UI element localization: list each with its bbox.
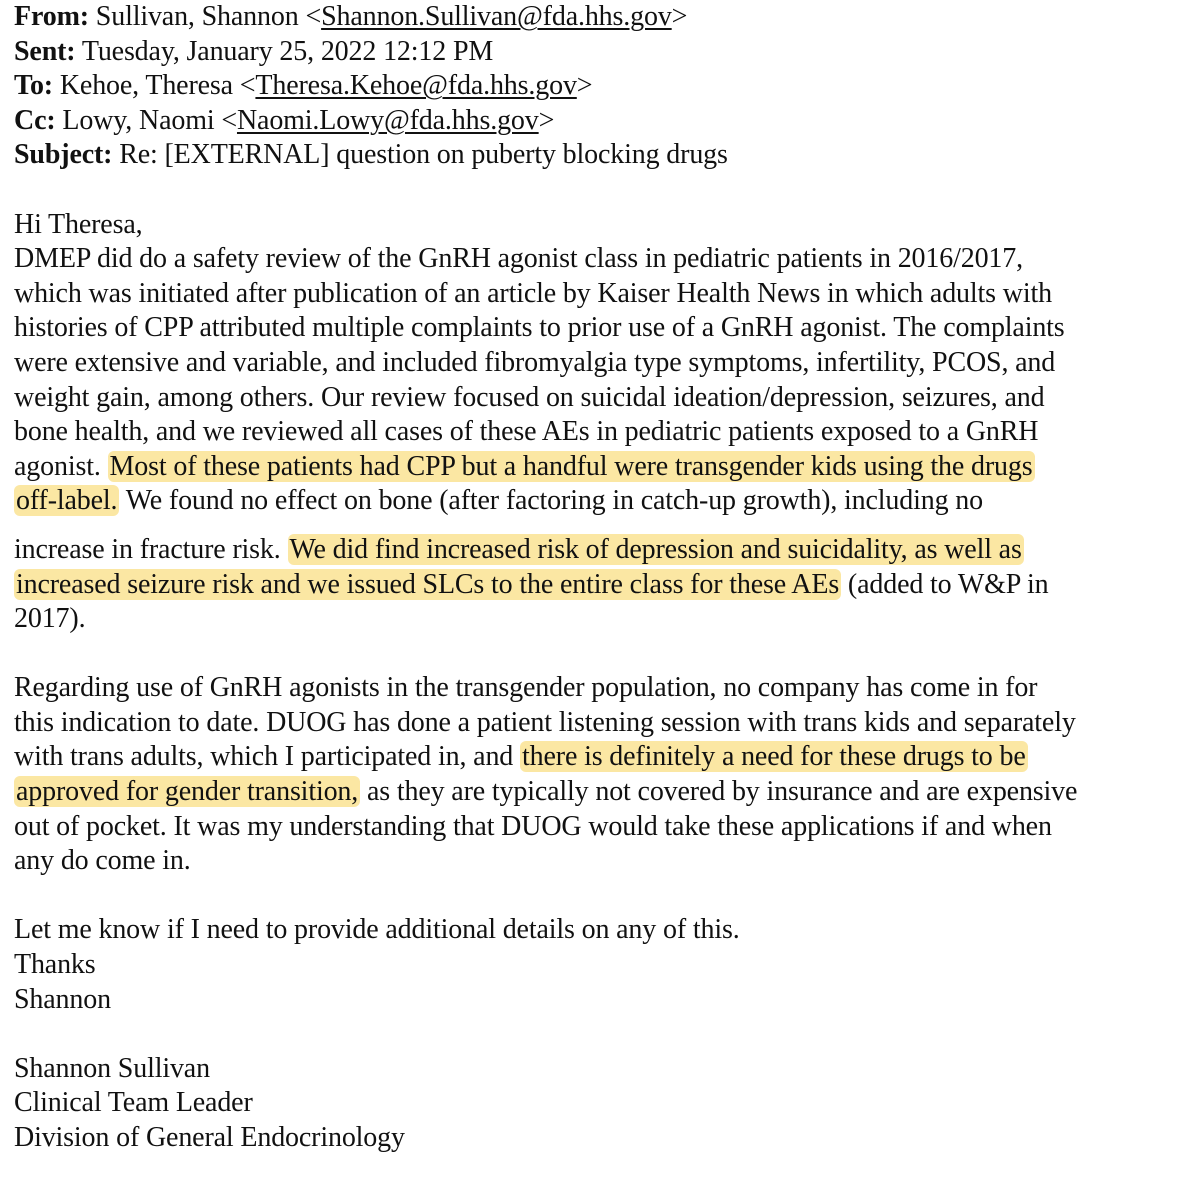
- cc-label: Cc:: [14, 104, 56, 136]
- p1-line-6: bone health, and we reviewed all cases of these AEs in pediatric patients exposed to a GnRH: [14, 416, 1039, 448]
- greeting: Hi Theresa,: [14, 208, 143, 240]
- p2-line-3-text: with trans adults, which I participated in, and: [14, 741, 521, 773]
- p1-line-10: [14, 568, 1194, 603]
- p1-line-5: weight gain, among others. Our review focused on suicidal ideation/depression, seizures, and: [14, 381, 1045, 413]
- closing: [14, 913, 1194, 1017]
- p1-line-9: [14, 533, 1194, 568]
- spacer: [14, 519, 1194, 533]
- closing-name: Shannon: [14, 983, 111, 1015]
- p2-line-4-text: as they are typically not covered by insurance and are expensive: [360, 776, 1078, 808]
- from-name: Sullivan, Shannon: [95, 1, 299, 32]
- p1-line-11: 2017).: [14, 603, 86, 635]
- p1-line-8-text: We found no effect on bone (after factoring in catch-up growth), including no: [119, 485, 984, 517]
- paragraph-2: [14, 671, 1194, 879]
- highlight-gender-transition: approved for gender transition,: [16, 776, 359, 808]
- to-name: Kehoe, Theresa: [59, 70, 233, 102]
- subject-value: Re: [EXTERNAL] question on puberty blocking drugs: [119, 139, 728, 171]
- p1-line-8: [14, 484, 1194, 519]
- p1-line-9-text: increase in fracture risk.: [14, 533, 281, 565]
- highlight-depression-suicidality: We did find increased risk of depression and suicidality, as well as: [289, 533, 1022, 565]
- cc-email-link[interactable]: Naomi.Lowy@fda.hhs.gov: [236, 104, 539, 136]
- p2-line-1: Regarding use of GnRH agonists in the transgender population, no company has come in for: [14, 672, 1038, 704]
- highlight-need-for-drugs: there is definitely a need for these drugs to be: [522, 741, 1026, 773]
- closing-thanks: Thanks: [14, 949, 96, 981]
- sent-value: Tuesday, January 25, 2022 12:12 PM: [81, 35, 494, 67]
- spacer: [14, 1017, 1194, 1052]
- p1-line-10-text: (added to W&P in: [841, 568, 1049, 600]
- subject-line: [14, 138, 1194, 173]
- signature-division: Division of General Endocrinology: [14, 1122, 405, 1153]
- spacer: [14, 173, 1194, 208]
- from-label: From:: [14, 1, 89, 32]
- sent-label: Sent:: [14, 35, 76, 67]
- email-document: [14, 0, 1194, 1156]
- to-line: To: Kehoe, Theresa <Theresa.Kehoe@fda.hhs.gov>: [14, 70, 593, 102]
- highlight-off-label: off-label.: [16, 485, 118, 517]
- p2-line-6: any do come in.: [14, 845, 191, 877]
- p2-line-5: out of pocket. It was my understanding that DUOG would take these applications if and when: [14, 810, 1052, 842]
- to-email-link[interactable]: Theresa.Kehoe@fda.hhs.gov: [255, 70, 577, 102]
- highlight-cpp-transgender: Most of these patients had CPP but a handful were transgender kids using the drugs: [109, 450, 1033, 482]
- p1-line-3: histories of CPP attributed multiple complaints to prior use of a GnRH agonist. The complaints: [14, 312, 1065, 344]
- spacer: [14, 879, 1194, 914]
- p2-line-2: this indication to date. DUOG has done a patient listening session with trans kids and separately: [14, 706, 1076, 738]
- from-line: From: Sullivan, Shannon <Shannon.Sullivan@fda.hhs.gov>: [14, 1, 688, 32]
- highlight-seizure-slc: increased seizure risk and we issued SLCs to the entire class for these AEs: [16, 568, 840, 600]
- subject-label: Subject:: [14, 139, 113, 171]
- p1-line-4: were extensive and variable, and included fibromyalgia type symptoms, infertility, PCOS, and: [14, 346, 1056, 378]
- p2-line-4: [14, 775, 1194, 810]
- p1-line-7: [14, 450, 1194, 485]
- p1-line-7-text: agonist.: [14, 450, 101, 482]
- p1-line-2: which was initiated after publication of an article by Kaiser Health News in which adults with: [14, 277, 1052, 309]
- cc-name: Lowy, Naomi: [62, 104, 215, 136]
- spacer: [14, 637, 1194, 672]
- p2-line-3: [14, 740, 1194, 775]
- from-email-link[interactable]: Shannon.Sullivan@fda.hhs.gov: [321, 1, 672, 32]
- sent-line: [14, 35, 1194, 70]
- signature-block: [14, 1052, 1194, 1156]
- signature-title: Clinical Team Leader: [14, 1087, 253, 1119]
- signature-name: Shannon Sullivan: [14, 1052, 210, 1084]
- cc-line: Cc: Lowy, Naomi <Naomi.Lowy@fda.hhs.gov>: [14, 104, 555, 136]
- p1-line-1: DMEP did do a safety review of the GnRH agonist class in pediatric patients in 2016/2017,: [14, 243, 1023, 275]
- to-label: To:: [14, 70, 53, 102]
- closing-line-1: Let me know if I need to provide additional details on any of this.: [14, 914, 740, 946]
- paragraph-1: [14, 242, 1194, 637]
